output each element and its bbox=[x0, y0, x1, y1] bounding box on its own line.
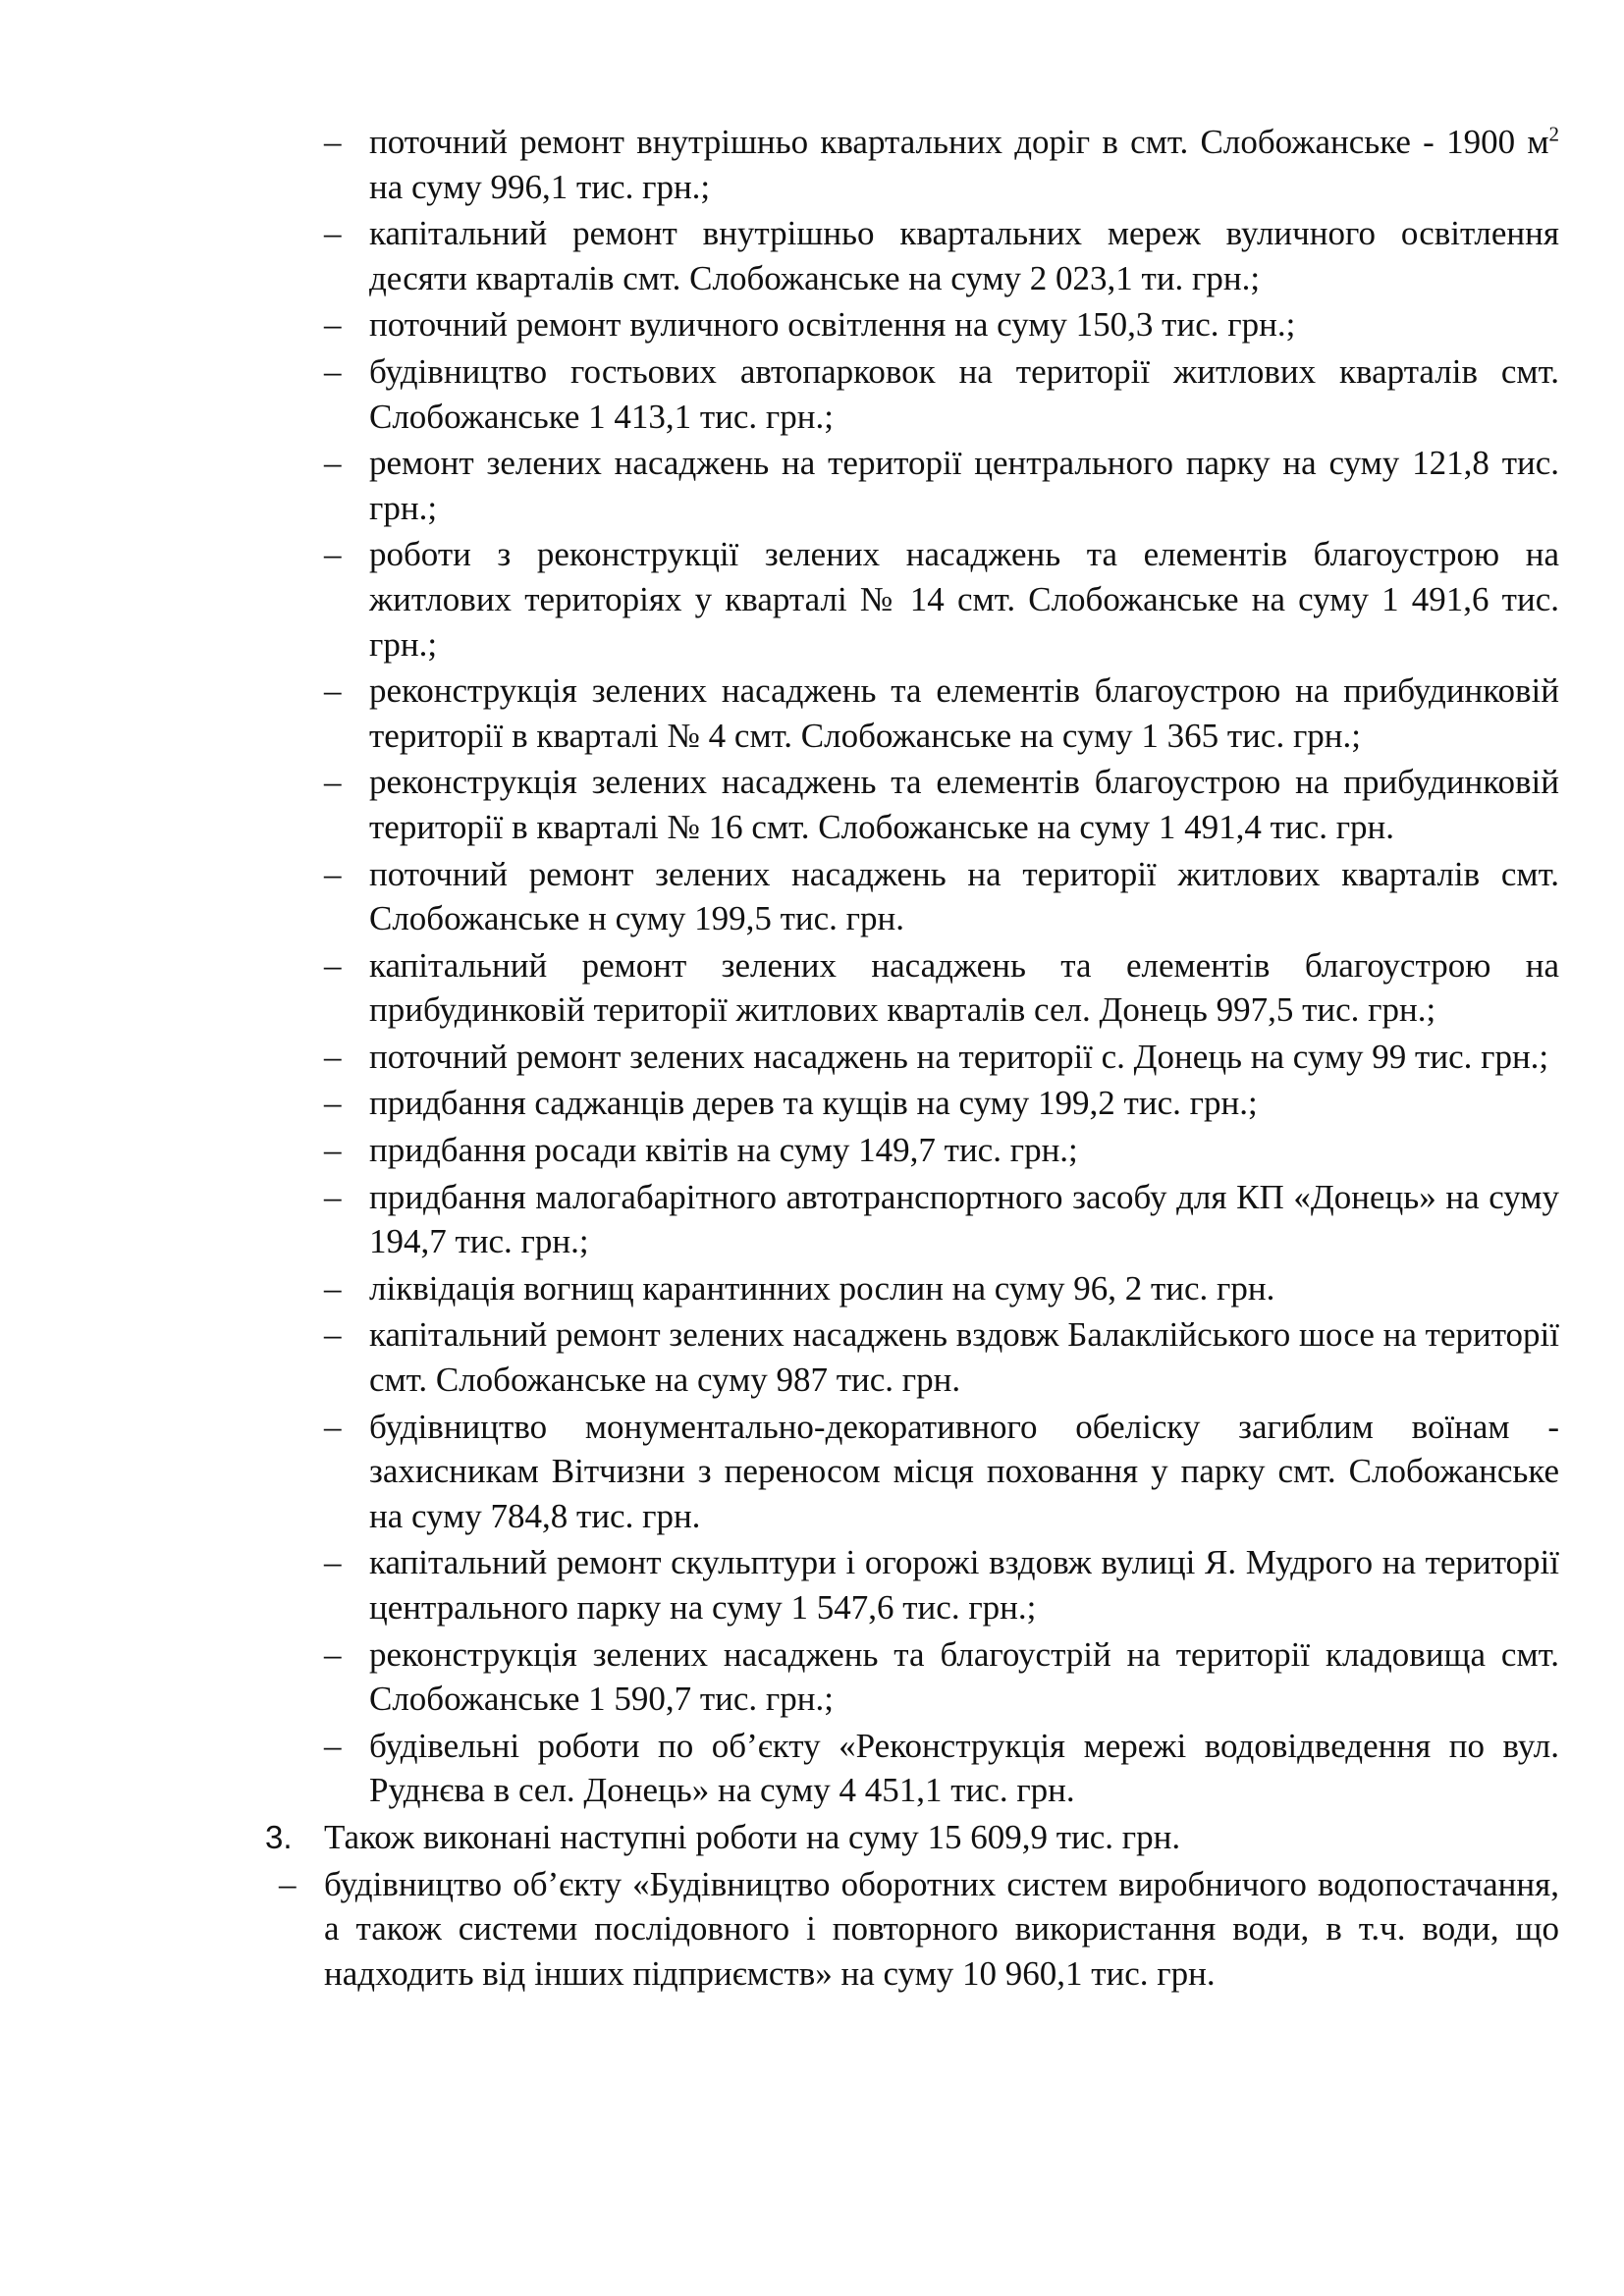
list-item bbox=[324, 211, 1559, 300]
dash-bullet: – bbox=[324, 1037, 342, 1076]
list-item bbox=[279, 1862, 1559, 1997]
list-item bbox=[324, 852, 1559, 941]
dash-bullet: – bbox=[324, 535, 342, 574]
list-item-text: будівельні роботи по об’єкту «Реконструкція мережі водовідведення по вул. Руднєва в сел. Донець» на суму 4 451,1 тис. грн. bbox=[369, 1726, 1559, 1810]
dash-bullet: – bbox=[324, 351, 342, 391]
list-item bbox=[324, 302, 1559, 347]
dash-bullet: – bbox=[324, 1131, 342, 1170]
dash-bullet: – bbox=[324, 854, 342, 893]
dash-bullet: – bbox=[324, 123, 342, 161]
list-item bbox=[324, 668, 1559, 758]
list-item-text bbox=[369, 123, 1559, 206]
dash-bullet: – bbox=[279, 1864, 297, 1903]
list-item bbox=[324, 1540, 1559, 1629]
list-item bbox=[324, 943, 1559, 1033]
list-item-text: будівництво монументально-декоративного обеліску загиблим воїнам - захисникам Вітчизни з переносом місця поховання у парку смт. Слобожанське на суму 784,8 тис. грн. bbox=[369, 1407, 1559, 1535]
numbered-paragraph-3 bbox=[265, 1815, 1559, 1860]
document-body bbox=[265, 120, 1559, 1996]
list-item bbox=[324, 1081, 1559, 1126]
dash-bullet: – bbox=[324, 671, 342, 711]
list-item bbox=[324, 760, 1559, 849]
superscript: 2 bbox=[1548, 122, 1559, 146]
list-item bbox=[324, 120, 1559, 209]
dash-bullet: – bbox=[324, 1315, 342, 1355]
list-item-text: роботи з реконструкції зелених насаджень та елементів благоустрою на житлових територіях у кварталі № 14 смт. Слобожанське на суму 1 491,6 тис. грн.; bbox=[369, 535, 1559, 664]
list-item-text: капітальний ремонт зелених насаджень вздовж Балаклійського шосе на території смт. Слобожанське на суму 987 тис. грн. bbox=[369, 1315, 1559, 1400]
list-item-text: капітальний ремонт зелених насаджень та елементів благоустрою на прибудинковій території житлових кварталів сел. Донець 997,5 тис. грн.; bbox=[369, 945, 1559, 1030]
list-item bbox=[324, 1035, 1559, 1080]
dash-bullet: – bbox=[324, 763, 342, 802]
list-item-text: реконструкція зелених насаджень та благоустрій на території кладовища смт. Слобожанське 1 590,7 тис. грн.; bbox=[369, 1634, 1559, 1719]
list-item bbox=[324, 532, 1559, 667]
dash-bullet: – bbox=[324, 1407, 342, 1446]
list-item-text: придбання малогабарітного автотранспортного засобу для КП «Донець» на суму 194,7 тис. грн.; bbox=[369, 1177, 1559, 1261]
list-item-text: будівництво гостьових автопарковок на території житлових кварталів смт. Слобожанське 1 413,1 тис. грн.; bbox=[369, 351, 1559, 436]
list-item bbox=[324, 1632, 1559, 1722]
dash-bullet: – bbox=[324, 214, 342, 253]
dash-bullet: – bbox=[324, 945, 342, 985]
dash-bullet: – bbox=[324, 1084, 342, 1123]
dash-bullet: – bbox=[324, 444, 342, 483]
list-item-text: ремонт зелених насаджень на території центрального парку на суму 121,8 тис. грн.; bbox=[369, 444, 1559, 527]
list-item bbox=[324, 349, 1559, 439]
list-item bbox=[324, 1312, 1559, 1402]
dash-bullet: – bbox=[324, 1268, 342, 1308]
list-item bbox=[324, 1175, 1559, 1264]
dash-bullet: – bbox=[324, 1177, 342, 1216]
list-item-text-part: на суму 996,1 тис. грн.; bbox=[369, 167, 711, 206]
list-item-text: поточний ремонт зелених насаджень на території житлових кварталів смт. Слобожанське н суму 199,5 тис. грн. bbox=[369, 854, 1559, 938]
list-item bbox=[324, 1405, 1559, 1539]
list-item-text: придбання саджанців дерев та кущів на суму 199,2 тис. грн.; bbox=[369, 1084, 1258, 1123]
dash-bullet: – bbox=[324, 1634, 342, 1674]
list-item bbox=[324, 1266, 1559, 1311]
list-item bbox=[324, 441, 1559, 530]
list-item-text: будівництво об’єкту «Будівництво оборотних систем виробничого водопостачання, а також системи послідовного і повторного використання води, в т.ч. води, що надходить від інших підприємств» на суму 10 960,1 тис. грн. bbox=[324, 1864, 1559, 1993]
dash-bullet: – bbox=[324, 1726, 342, 1765]
section-text: Також виконані наступні роботи на суму 15 609,9 тис. грн. bbox=[324, 1817, 1181, 1856]
list-item bbox=[324, 1724, 1559, 1813]
dash-bullet: – bbox=[324, 1543, 342, 1582]
list-item-text: реконструкція зелених насаджень та елементів благоустрою на прибудинковій території в кварталі № 16 смт. Слобожанське на суму 1 491,4 тис. грн. bbox=[369, 763, 1559, 846]
list-item-text: поточний ремонт зелених насаджень на території с. Донець на суму 99 тис. грн.; bbox=[369, 1037, 1549, 1076]
dash-bullet: – bbox=[324, 305, 342, 345]
list-item-text: капітальний ремонт скульптури і огорожі вздовж вулиці Я. Мудрого на території центрального парку на суму 1 547,6 тис. грн.; bbox=[369, 1543, 1559, 1627]
list-item-text: ліквідація вогнищ карантинних рослин на суму 96, 2 тис. грн. bbox=[369, 1268, 1275, 1308]
list-item-text: реконструкція зелених насаджень та елементів благоустрою на прибудинковій території в кварталі № 4 смт. Слобожанське на суму 1 365 тис. грн.; bbox=[369, 671, 1559, 755]
section-number: 3. bbox=[265, 1818, 293, 1855]
list-item-text: поточний ремонт вуличного освітлення на суму 150,3 тис. грн.; bbox=[369, 305, 1296, 345]
list-item-text-part: поточний ремонт внутрішньо квартальних доріг в смт. Слобожанське - 1900 м bbox=[369, 123, 1549, 161]
list-item bbox=[324, 1128, 1559, 1173]
list-item-text: капітальний ремонт внутрішньо квартальних мереж вуличного освітлення десяти кварталів смт. Слобожанське на суму 2 023,1 ти. грн.; bbox=[369, 214, 1559, 297]
list-item-text: придбання росади квітів на суму 149,7 тис. грн.; bbox=[369, 1131, 1078, 1170]
